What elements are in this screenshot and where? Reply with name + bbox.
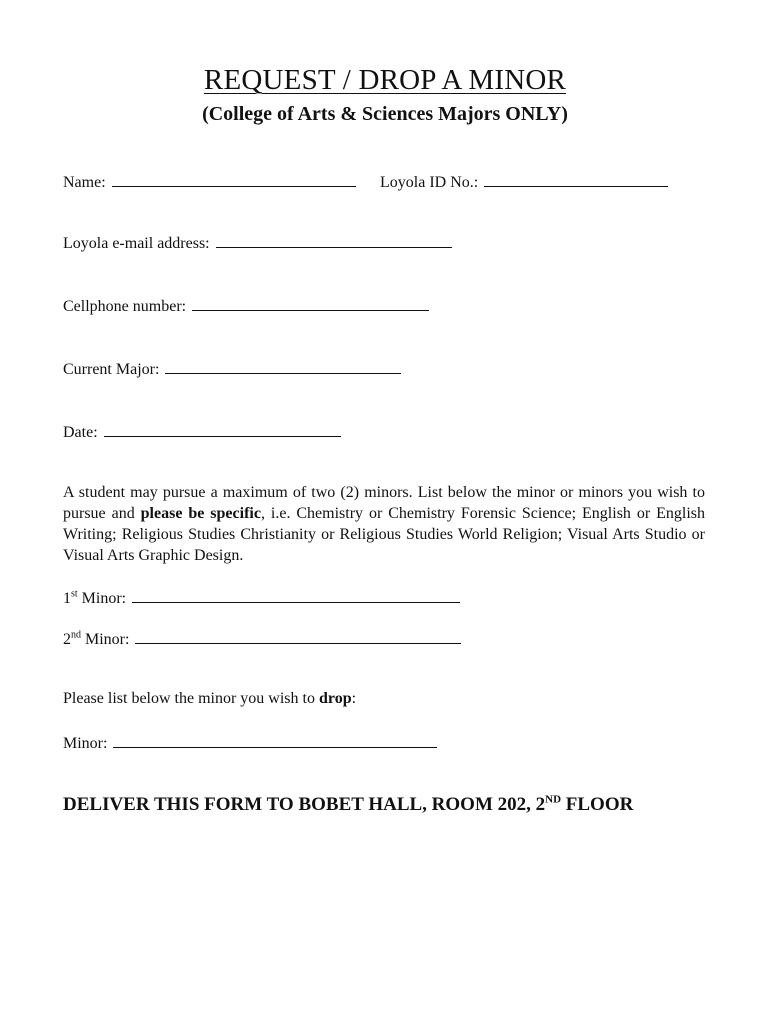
drop-minor-label: Minor:: [63, 735, 108, 752]
second-minor-number: 2: [63, 631, 71, 648]
first-minor-input-line[interactable]: [132, 588, 460, 603]
drop-prompt-emphasis: drop: [318, 690, 352, 707]
date-field-row: [63, 422, 341, 442]
second-minor-input-line[interactable]: [135, 629, 461, 644]
loyola-id-field-row: [380, 172, 668, 192]
instructions-emphasis: please be specific: [140, 505, 261, 522]
delivery-floor-superscript: ND: [545, 793, 562, 806]
email-input-line[interactable]: [216, 233, 452, 248]
first-minor-suffix: st: [71, 588, 78, 600]
delivery-text-part1: DELIVER THIS FORM TO BOBET HALL, ROOM 202, 2: [63, 794, 546, 815]
current-major-field-row: [63, 359, 401, 379]
date-label: Date:: [63, 424, 98, 441]
drop-prompt-part1: Please list below the minor you wish to: [63, 690, 319, 707]
first-minor-word: Minor:: [81, 590, 127, 607]
email-field-row: [63, 233, 452, 253]
drop-minor-field-row: [63, 733, 437, 753]
second-minor-field-row: [63, 629, 461, 649]
email-label: Loyola e-mail address:: [63, 235, 210, 252]
name-input-line[interactable]: [112, 172, 356, 187]
instructions-paragraph: [63, 482, 705, 566]
delivery-instructions: [63, 794, 633, 816]
second-minor-label: [63, 631, 129, 649]
name-field-row: [63, 172, 356, 192]
instructions-text-part2: , i.e. Chemistry or Chemistry Forensic Science; English or English Writing; Religious Studies Christianity or Religious Studies World Religion; Visual Arts Studio or Visual Arts Graphic Design.: [63, 505, 706, 564]
second-minor-suffix: nd: [71, 629, 81, 641]
first-minor-number: 1: [63, 590, 71, 607]
cellphone-input-line[interactable]: [192, 296, 429, 311]
current-major-label: Current Major:: [63, 361, 160, 378]
drop-prompt: [63, 690, 356, 708]
loyola-id-input-line[interactable]: [484, 172, 668, 187]
name-label: Name:: [63, 174, 106, 191]
loyola-id-label: Loyola ID No.:: [380, 174, 479, 191]
second-minor-word: Minor:: [85, 631, 130, 648]
form-subtitle: (College of Arts & Sciences Majors ONLY): [202, 103, 568, 125]
drop-prompt-part2: :: [351, 690, 357, 707]
current-major-input-line[interactable]: [165, 359, 401, 374]
delivery-text-part2: FLOOR: [561, 794, 634, 815]
instructions-text-part1: A student may pursue a maximum of two (2) minors. List below the minor or minors you wish to pursue and: [63, 484, 705, 522]
cellphone-label: Cellphone number:: [63, 298, 187, 315]
drop-minor-input-line[interactable]: [113, 733, 437, 748]
form-title: REQUEST / DROP A MINOR: [203, 64, 567, 96]
first-minor-label: [63, 590, 126, 608]
first-minor-field-row: [63, 588, 460, 608]
cellphone-field-row: [63, 296, 429, 316]
date-input-line[interactable]: [104, 422, 341, 437]
